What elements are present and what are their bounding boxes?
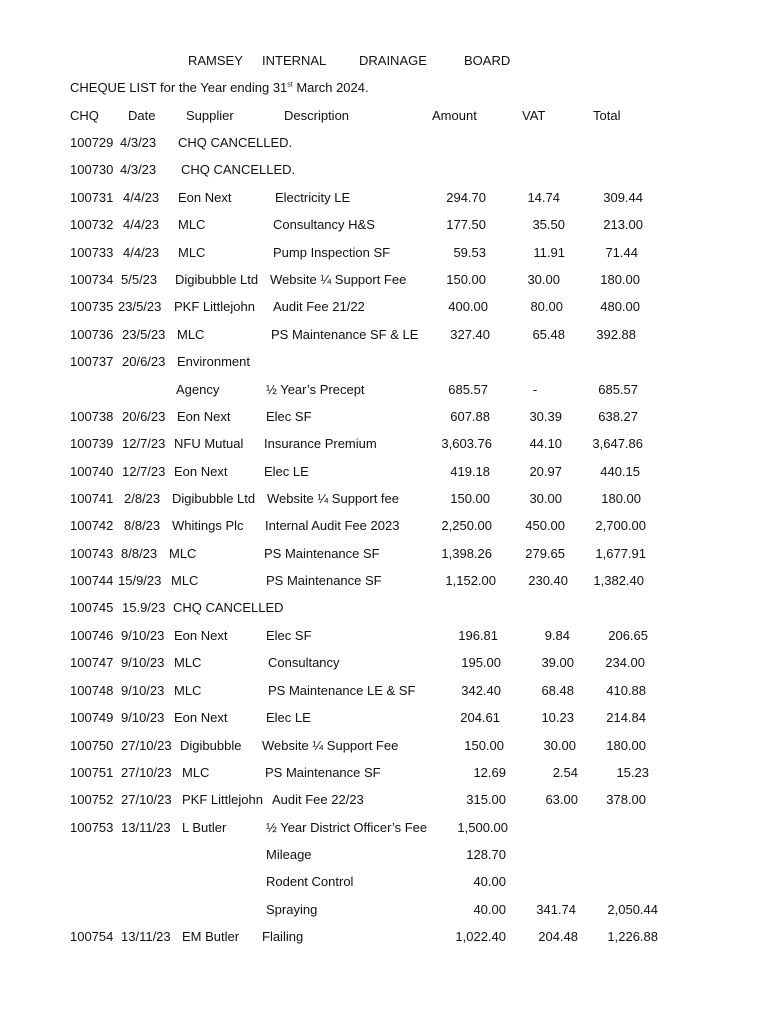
cell-supplier: NFU Mutual [174,436,244,451]
cell-chq: 100747 [70,655,114,670]
subtitle-ordinal-suffix: st [287,81,293,89]
cell-description: PS Maintenance SF [264,546,380,561]
cell-date: 23/5/23 [122,327,166,342]
cell-amount: 1,022.40 [455,929,506,944]
header-total: Total [593,108,621,123]
cell-total: 71.44 [605,245,638,260]
cell-description: Audit Fee 22/23 [272,792,364,807]
cell-chq: 100741 [70,491,114,506]
cell-vat: 14.74 [527,190,560,205]
cell-amount: 128.70 [466,847,506,862]
cell-date: 8/8/23 [124,518,161,533]
cell-total: 213.00 [603,217,643,232]
cell-vat: 10.23 [541,710,574,725]
cell-date: 27/10/23 [121,792,172,807]
cell-date: 15/9/23 [118,573,162,588]
cell-description: PS Maintenance SF [265,765,381,780]
cell-date: 4/3/23 [120,162,157,177]
cell-description: Mileage [266,847,312,862]
cell-amount: 59.53 [453,245,486,260]
cell-total: 206.65 [608,628,648,643]
cell-chq: 100751 [70,765,114,780]
cell-total: 392.88 [596,327,636,342]
cell-amount: 150.00 [446,272,486,287]
cell-chq: 100753 [70,820,114,835]
cell-vat: 20.97 [529,464,562,479]
cell-description: Audit Fee 21/22 [273,299,365,314]
cell-date: 9/10/23 [121,683,165,698]
cell-amount: 40.00 [473,874,506,889]
cell-amount: 196.81 [458,628,498,643]
cell-description: Elec LE [264,464,309,479]
subtitle-text-before: CHEQUE LIST for the Year ending 31 [70,80,288,95]
cell-amount: 3,603.76 [441,436,492,451]
cell-description: PS Maintenance SF & LE [271,327,419,342]
cell-total: 2,700.00 [595,518,646,533]
cell-vat: 30.00 [527,272,560,287]
cell-chq: 100745 [70,600,114,615]
cell-supplier: Environment [177,354,250,369]
document-subtitle [70,80,369,96]
cell-total: 638.27 [598,409,638,424]
cell-supplier: MLC [171,573,199,588]
cell-supplier: MLC [174,683,202,698]
cell-date: 27/10/23 [121,765,172,780]
cell-date: 20/6/23 [122,409,166,424]
cell-vat: 80.00 [530,299,563,314]
cell-amount: 342.40 [461,683,501,698]
cell-chq: 100752 [70,792,114,807]
cell-description: Electricity LE [275,190,351,205]
cell-supplier: L Butler [182,820,227,835]
cell-supplier: Eon Next [178,190,232,205]
cell-chq: 100738 [70,409,114,424]
cell-vat: 279.65 [525,546,565,561]
cell-date: 4/4/23 [123,217,160,232]
cell-total: 480.00 [600,299,640,314]
cell-vat: - [532,382,538,397]
cell-amount: 204.61 [460,710,500,725]
cell-amount: 685.57 [448,382,488,397]
cell-supplier: CHQ CANCELLED. [178,135,293,150]
cell-date: 12/7/23 [122,436,166,451]
cell-description: Pump Inspection SF [273,245,391,260]
cell-vat: 68.48 [541,683,574,698]
cell-supplier: MLC [177,327,205,342]
cell-date: 20/6/23 [122,354,166,369]
cell-supplier: Digibubble [180,738,242,753]
cell-date: 13/11/23 [121,820,171,835]
cell-chq: 100742 [70,518,114,533]
cell-chq: 100732 [70,217,114,232]
cell-description: ½ Year’s Precept [266,382,365,397]
cell-description: PS Maintenance SF [266,573,382,588]
cell-amount: 1,500.00 [457,820,508,835]
cell-vat: 341.74 [536,902,576,917]
cell-vat: 63.00 [545,792,578,807]
cell-chq: 100736 [70,327,114,342]
cell-description: Website ¼ Support fee [267,491,400,506]
cell-date: 4/4/23 [123,245,160,260]
cell-total: 1,226.88 [607,929,658,944]
cell-chq: 100740 [70,464,114,479]
cell-total: 440.15 [600,464,640,479]
cell-amount: 195.00 [461,655,501,670]
cell-total: 2,050.44 [607,902,658,917]
cell-supplier: MLC [182,765,210,780]
header-chq: CHQ [70,108,99,123]
cell-chq: 100750 [70,738,114,753]
cell-chq: 100730 [70,162,114,177]
cell-chq: 100754 [70,929,114,944]
cell-vat: 230.40 [528,573,568,588]
cell-vat: 39.00 [541,655,574,670]
cell-vat: 44.10 [529,436,562,451]
cell-chq: 100737 [70,354,114,369]
title-word-board: BOARD [464,53,511,68]
cell-amount: 177.50 [446,217,486,232]
cell-vat: 30.00 [543,738,576,753]
cell-date: 2/8/23 [124,491,161,506]
cell-chq: 100744 [70,573,114,588]
cell-supplier: Whitings Plc [172,518,244,533]
cell-supplier: CHQ CANCELLED [173,600,284,615]
cell-supplier: CHQ CANCELLED. [181,162,296,177]
cell-date: 9/10/23 [121,710,165,725]
cell-vat: 450.00 [525,518,565,533]
cell-date: 12/7/23 [122,464,166,479]
cell-description: Consultancy [268,655,340,670]
cell-date: 4/4/23 [123,190,160,205]
cell-date: 15.9/23 [122,600,166,615]
cell-total: 214.84 [606,710,646,725]
cell-chq: 100748 [70,683,114,698]
cell-chq: 100746 [70,628,114,643]
cell-vat: 9.84 [544,628,570,643]
cell-amount: 40.00 [473,902,506,917]
cell-chq: 100733 [70,245,114,260]
cell-total: 180.00 [601,491,641,506]
cell-total: 234.00 [605,655,645,670]
cell-total: 1,677.91 [595,546,646,561]
cell-supplier: Digibubble Ltd [172,491,256,506]
cell-chq: 100743 [70,546,114,561]
header-vat: VAT [522,108,546,123]
cell-date: 23/5/23 [118,299,162,314]
cell-amount: 294.70 [446,190,486,205]
cell-description: Spraying [266,902,318,917]
cell-vat: 35.50 [532,217,565,232]
cell-total: 685.57 [598,382,638,397]
cell-chq: 100731 [70,190,114,205]
cell-amount: 2,250.00 [441,518,492,533]
cell-supplier: Eon Next [177,409,231,424]
title-word-ramsey: RAMSEY [188,53,243,68]
cell-vat: 30.39 [529,409,562,424]
cell-amount: 1,152.00 [445,573,496,588]
cell-chq: 100735 [70,299,114,314]
header-supplier: Supplier [186,108,234,123]
cell-description: Elec SF [266,628,312,643]
cell-description: Elec LE [266,710,311,725]
header-description: Description [284,108,350,123]
cell-supplier: Eon Next [174,628,228,643]
cell-date: 4/3/23 [120,135,157,150]
cell-amount: 150.00 [450,491,490,506]
cell-date: 27/10/23 [121,738,172,753]
cell-total: 180.00 [606,738,646,753]
cell-vat: 11.91 [533,245,565,260]
cell-supplier: Eon Next [174,464,228,479]
cell-date: 9/10/23 [121,655,165,670]
cell-amount: 419.18 [450,464,490,479]
cell-description: Rodent Control [266,874,354,889]
cell-amount: 400.00 [448,299,488,314]
cell-description: Website ¼ Support Fee [262,738,399,753]
cell-amount: 1,398.26 [441,546,492,561]
cell-description: Internal Audit Fee 2023 [265,518,400,533]
cell-total: 410.88 [606,683,646,698]
cell-description: Elec SF [266,409,312,424]
cell-vat: 2.54 [552,765,578,780]
cell-supplier: PKF Littlejohn [182,792,263,807]
title-word-drainage: DRAINAGE [359,53,427,68]
cell-description: Consultancy H&S [273,217,375,232]
cell-total: 1,382.40 [593,573,644,588]
cell-vat: 30.00 [529,491,562,506]
cell-chq: 100734 [70,272,114,287]
header-date: Date [128,108,156,123]
cell-total: 3,647.86 [592,436,643,451]
cell-description: Flailing [262,929,304,944]
cell-supplier: Digibubble Ltd [175,272,259,287]
cell-chq: 100739 [70,436,114,451]
cell-date: 9/10/23 [121,628,165,643]
cell-amount: 12.69 [473,765,506,780]
cell-supplier: Agency [176,382,220,397]
cell-total: 309.44 [603,190,643,205]
cell-vat: 65.48 [532,327,565,342]
cell-supplier: MLC [178,217,206,232]
cell-vat: 204.48 [538,929,578,944]
cell-date: 13/11/23 [121,929,171,944]
cell-amount: 327.40 [450,327,490,342]
title-word-internal: INTERNAL [262,53,327,68]
cell-chq: 100729 [70,135,114,150]
cell-total: 15.23 [616,765,649,780]
cell-supplier: PKF Littlejohn [174,299,255,314]
cell-amount: 150.00 [464,738,504,753]
cell-description: ½ Year District Officer’s Fee [266,820,428,835]
cell-amount: 607.88 [450,409,490,424]
cell-amount: 315.00 [466,792,506,807]
cell-supplier: EM Butler [182,929,240,944]
cell-supplier: Eon Next [174,710,228,725]
cell-description: Website ¼ Support Fee [270,272,407,287]
cell-chq: 100749 [70,710,114,725]
cell-supplier: MLC [178,245,206,260]
cell-description: Insurance Premium [264,436,377,451]
cell-total: 378.00 [606,792,646,807]
cell-total: 180.00 [600,272,640,287]
subtitle-text-after: March 2024. [292,80,369,95]
header-amount: Amount [432,108,477,123]
cell-date: 8/8/23 [121,546,158,561]
cell-supplier: MLC [174,655,202,670]
cell-description: PS Maintenance LE & SF [268,683,416,698]
cell-date: 5/5/23 [121,272,158,287]
cell-supplier: MLC [169,546,197,561]
